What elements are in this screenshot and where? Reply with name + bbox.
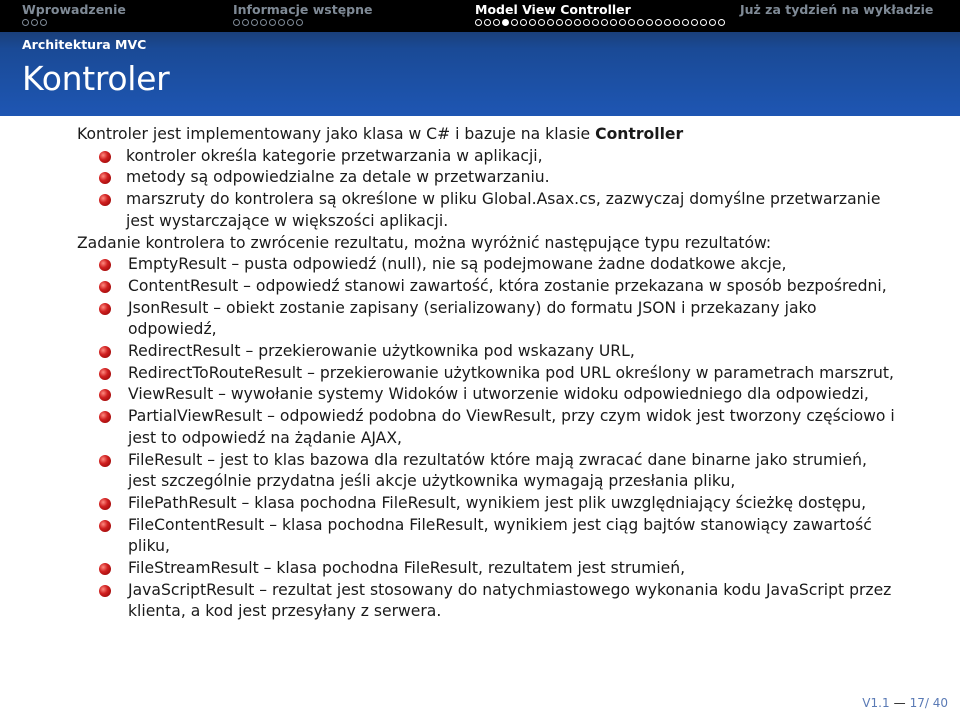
list-item	[77, 450, 897, 493]
nav-frame-dots	[233, 19, 303, 26]
bullet-ball-icon	[99, 498, 111, 510]
list-item-text: EmptyResult – pusta odpowiedź (null), nie są podejmowane żadne dodatkowe akcje,	[128, 255, 787, 274]
controller-keyword: Controller	[595, 125, 684, 143]
nav-frame-dot[interactable]	[547, 19, 554, 26]
task-paragraph: Zadanie kontrolera to zwrócenie rezultatu, można wyróżnić następujące typu rezultatów:	[77, 233, 772, 252]
nav-frame-dot[interactable]	[260, 19, 267, 26]
list-item-text: metody są odpowiedzialne za detale w przetwarzaniu.	[126, 168, 550, 187]
list-item	[77, 384, 897, 406]
nav-frame-dot[interactable]	[296, 19, 303, 26]
list-item-text: ContentResult – odpowiedź stanowi zawartość, która zostanie przekazana w sposób bezpośredni,	[128, 276, 887, 295]
list-item	[77, 580, 897, 623]
list-item	[77, 341, 897, 363]
bullet-ball-icon	[99, 520, 111, 532]
nav-frame-dot[interactable]	[538, 19, 545, 26]
list-item-text: JavaScriptResult – rezultat jest stosowany do natychmiastowego wykonania kodu JavaScript przez klienta, a kod jest przesyłany z serwera.	[128, 580, 892, 621]
frame-header	[0, 32, 960, 116]
list-item-text: PartialViewResult – odpowiedź podobna do ViewResult, przy czym widok jest tworzony częściowo i jest to odpowiedź na żądanie AJAX,	[128, 407, 895, 447]
nav-frame-dot[interactable]	[484, 19, 491, 26]
list-item-text: JsonResult – obiekt zostanie zapisany (serializowany) do formatu JSON i przekazany jako odpowiedź,	[128, 298, 817, 339]
nav-frame-dot[interactable]	[40, 19, 47, 26]
nav-frame-dot[interactable]	[655, 19, 662, 26]
bullet-ball-icon	[99, 389, 111, 401]
nav-section-title[interactable]: Model View Controller	[475, 2, 631, 17]
nav-section-title[interactable]: Już za tydzień na wykładzie	[740, 2, 934, 17]
nav-frame-dot[interactable]	[628, 19, 635, 26]
result-types-list	[77, 254, 897, 623]
bullet-ball-icon	[99, 151, 111, 163]
list-item	[77, 493, 897, 515]
nav-frame-dot[interactable]	[637, 19, 644, 26]
nav-frame-dot[interactable]	[691, 19, 698, 26]
intro-text: Kontroler jest implementowany jako klasa w C# i bazuje na klasie	[77, 125, 596, 143]
nav-frame-dot[interactable]	[574, 19, 581, 26]
navigation-bar	[0, 0, 960, 32]
nav-frame-dot[interactable]	[610, 19, 617, 26]
nav-frame-dots	[475, 19, 725, 26]
list-item	[77, 254, 897, 276]
nav-section-title[interactable]: Informacje wstępne	[233, 2, 373, 17]
nav-frame-dot[interactable]	[592, 19, 599, 26]
list-item-text: RedirectToRouteResult – przekierowanie użytkownika pod URL określony w parametrach marszrut,	[128, 363, 895, 382]
list-item	[77, 189, 897, 232]
version-label[interactable]: V1.1	[862, 696, 890, 710]
list-item	[77, 558, 897, 580]
nav-frame-dot[interactable]	[502, 19, 509, 26]
list-item-text: FileContentResult – klasa pochodna FileResult, wynikiem jest ciąg bajtów stanowiący zawartość pliku,	[128, 515, 872, 556]
list-item	[77, 363, 897, 385]
nav-frame-dot[interactable]	[583, 19, 590, 26]
list-item	[77, 515, 897, 558]
nav-frame-dot[interactable]	[31, 19, 38, 26]
nav-frame-dot[interactable]	[269, 19, 276, 26]
nav-frame-dot[interactable]	[233, 19, 240, 26]
list-item	[77, 167, 897, 189]
list-item-text: marszruty do kontrolera są określone w pliku Global.Asax.cs, zazwyczaj domyślne przetwarzanie jest wystarczające w większości aplikacji.	[126, 190, 881, 230]
nav-frame-dot[interactable]	[619, 19, 626, 26]
bullet-ball-icon	[99, 259, 111, 271]
nav-frame-dot[interactable]	[242, 19, 249, 26]
intro-bullet-list	[77, 146, 897, 233]
nav-frame-dot[interactable]	[22, 19, 29, 26]
intro-paragraph	[77, 124, 897, 146]
bullet-ball-icon	[99, 303, 111, 315]
list-item-text: ViewResult – wywołanie systemy Widoków i utworzenie widoku odpowiedniego dla odpowiedzi,	[128, 385, 869, 404]
list-item	[77, 146, 897, 168]
nav-frame-dot[interactable]	[251, 19, 258, 26]
list-item-text: FileResult – jest to klas bazowa dla rezultatów które mają zwracać dane binarne jako strumień, jest szczególnie przydatna jeśli akcje użytkownika wymagają przesłania pliku,	[128, 450, 867, 491]
nav-frame-dot[interactable]	[475, 19, 482, 26]
list-item-text: kontroler określa kategorie przetwarzania w aplikacji,	[126, 146, 543, 165]
nav-frame-dot[interactable]	[520, 19, 527, 26]
nav-frame-dot[interactable]	[700, 19, 707, 26]
footer-separator: —	[893, 696, 906, 710]
nav-frame-dot[interactable]	[673, 19, 680, 26]
subsection-title: Architektura MVC	[22, 37, 147, 52]
list-item-text: FilePathResult – klasa pochodna FileResult, wynikiem jest plik uwzględniający ścieżkę dostępu,	[128, 493, 867, 512]
nav-frame-dot[interactable]	[529, 19, 536, 26]
nav-frame-dot[interactable]	[664, 19, 671, 26]
page-number: 17/ 40	[909, 696, 948, 710]
slide-content	[77, 124, 897, 623]
nav-frame-dot[interactable]	[278, 19, 285, 26]
nav-frame-dot[interactable]	[682, 19, 689, 26]
nav-frame-dot[interactable]	[601, 19, 608, 26]
nav-frame-dot[interactable]	[556, 19, 563, 26]
nav-frame-dot[interactable]	[287, 19, 294, 26]
list-item	[77, 406, 897, 449]
page-title: Kontroler	[22, 59, 170, 98]
bullet-ball-icon	[99, 368, 111, 380]
list-item	[77, 276, 897, 298]
list-item-text: RedirectResult – przekierowanie użytkownika pod wskazany URL,	[128, 342, 635, 361]
bullet-ball-icon	[99, 455, 111, 467]
nav-frame-dot[interactable]	[493, 19, 500, 26]
nav-frame-dot[interactable]	[646, 19, 653, 26]
nav-frame-dot[interactable]	[718, 19, 725, 26]
bullet-ball-icon	[99, 563, 111, 575]
bullet-ball-icon	[99, 281, 111, 293]
slide-footer	[862, 696, 948, 710]
list-item	[77, 298, 897, 341]
bullet-ball-icon	[99, 346, 111, 358]
list-item-text: FileStreamResult – klasa pochodna FileResult, rezultatem jest strumień,	[128, 559, 686, 578]
bullet-ball-icon	[99, 194, 111, 206]
nav-frame-dot[interactable]	[709, 19, 716, 26]
nav-frame-dots	[22, 19, 47, 26]
nav-section-title[interactable]: Wprowadzenie	[22, 2, 126, 17]
bullet-ball-icon	[99, 585, 111, 597]
bullet-ball-icon	[99, 411, 111, 423]
nav-frame-dot[interactable]	[565, 19, 572, 26]
bullet-ball-icon	[99, 172, 111, 184]
nav-frame-dot[interactable]	[511, 19, 518, 26]
